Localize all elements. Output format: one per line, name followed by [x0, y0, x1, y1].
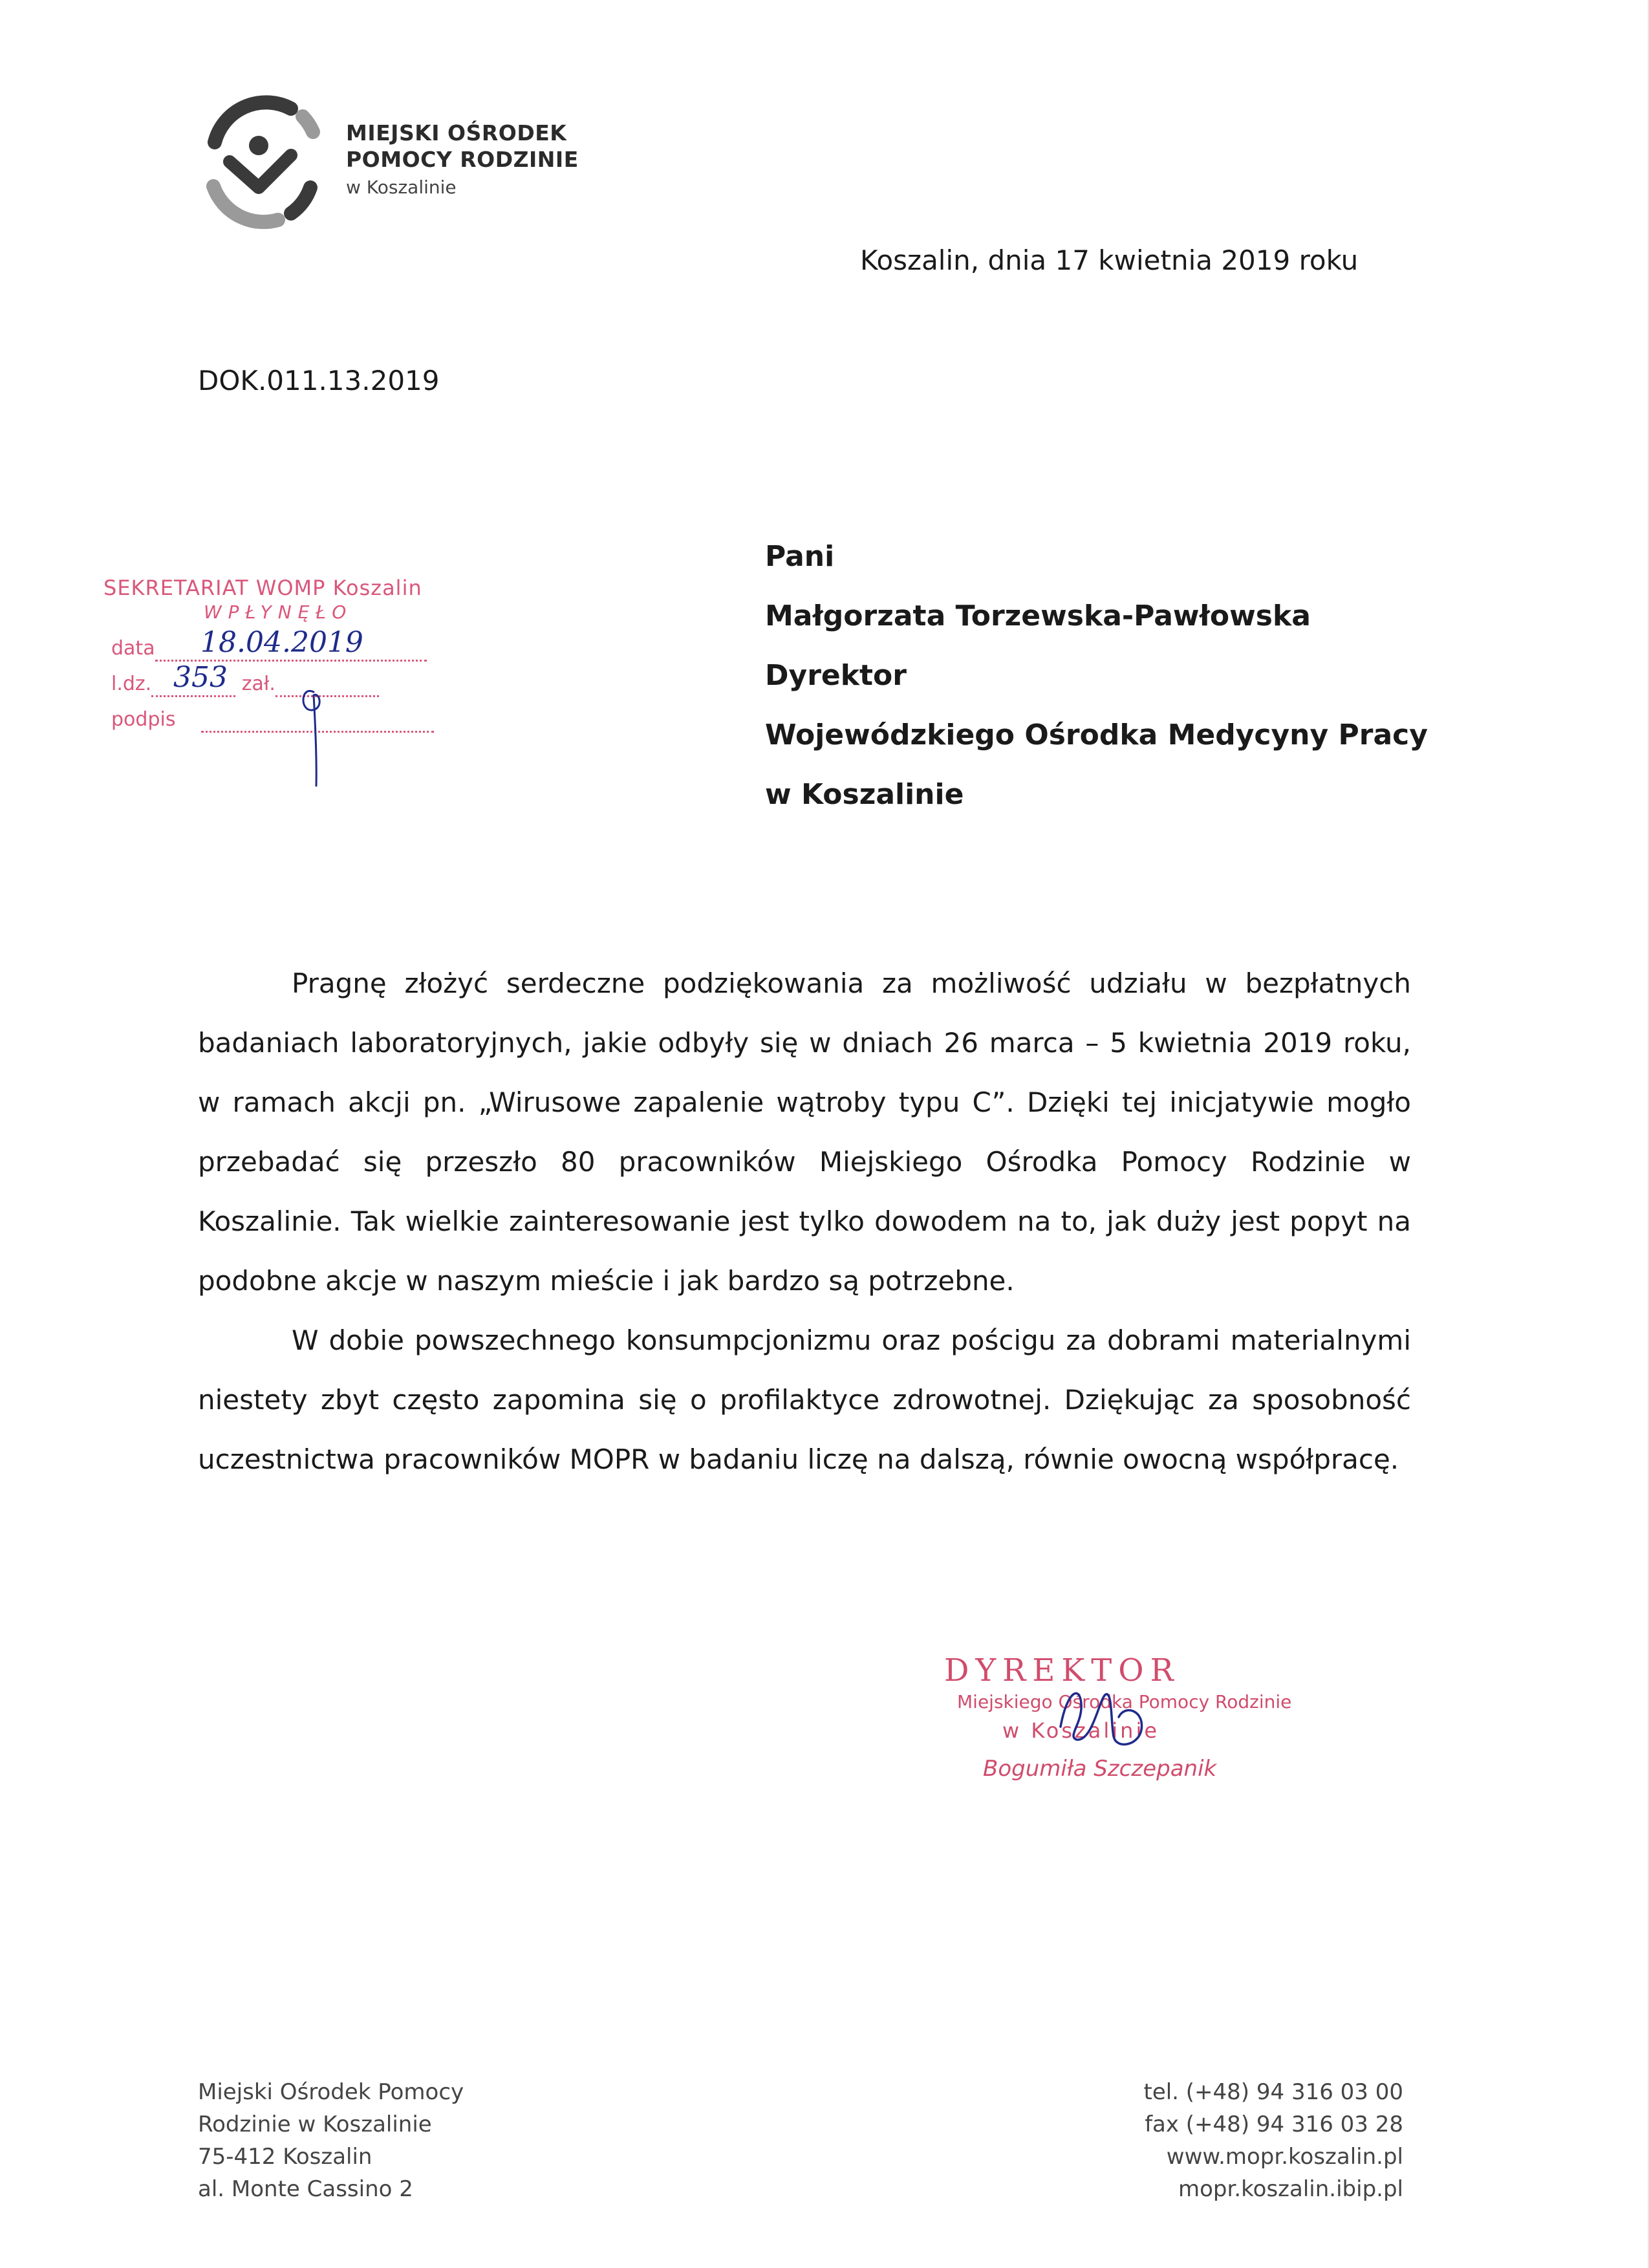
- footer-address: [198, 2076, 464, 2205]
- footer-address-line: al. Monte Cassino 2: [198, 2176, 413, 2202]
- director-handwritten-signature: [1041, 1665, 1170, 1762]
- registry-stamp-title: SEKRETARIAT WOMP Koszalin: [103, 576, 422, 600]
- footer-address-line: Rodzinie w Koszalinie: [198, 2111, 432, 2137]
- registry-podpis-label: podpis: [111, 708, 176, 731]
- footer-address-line: 75-412 Koszalin: [198, 2144, 372, 2170]
- registry-handwritten-signature: [288, 666, 339, 789]
- director-stamp-name: Bogumiła Szczepanik: [983, 1756, 1217, 1782]
- registry-date-value: 18.04.2019: [200, 626, 363, 659]
- registry-stamp-subtitle: WPŁYNĘŁO: [204, 601, 353, 623]
- recipient-salutation: Pani: [765, 540, 835, 573]
- recipient-city: w Koszalinie: [765, 778, 964, 811]
- registry-ldz-label: l.dz.: [111, 673, 152, 695]
- document-reference: DOK.011.13.2019: [198, 365, 440, 396]
- registry-stamp: [103, 569, 466, 789]
- footer-phone: tel. (+48) 94 316 03 00: [1143, 2079, 1403, 2105]
- body-paragraph-2: W dobie powszechnego konsumpcjonizmu oraz pościgu za dobrami materialnymi niestety zbyt często zapomina się o profilaktyce zdrowotnej. Dziękując za sposobność uczestnictwa pracowników MOPR w badaniu liczę na dalszą, równie owocną współpracę.: [198, 1324, 1411, 1475]
- footer-bip-link[interactable]: mopr.koszalin.ibip.pl: [1178, 2176, 1403, 2202]
- org-name-line2: POMOCY RODZINIE: [346, 147, 579, 173]
- director-stamp-institution: Miejskiego Ośrodka Pomocy Rodzinie: [957, 1691, 1292, 1712]
- org-name: [346, 120, 579, 199]
- registry-date-label: data: [111, 637, 155, 660]
- footer-website-link[interactable]: www.mopr.koszalin.pl: [1166, 2144, 1403, 2170]
- org-name-line3: w Koszalinie: [346, 176, 457, 198]
- recipient-block: [765, 540, 1428, 837]
- body-paragraph-1: Pragnę złożyć serdeczne podziękowania za możliwość udziału w bezpłatnych badaniach laboratoryjnych, jakie odbyły się w dniach 26 marca – 5 kwietnia 2019 roku, w ramach akcji pn. „Wirusowe zapalenie wątroby typu C”. Dzięki tej inicjatywie mogło przebadać się przeszło 80 pracowników Miejskiego Ośrodka Pomocy Rodzinie w Koszalinie. Tak wielkie zainteresowanie jest tylko dowodem na to, jak duży jest popyt na podobne akcje w naszym mieście i jak bardzo są potrzebne.: [198, 967, 1411, 1297]
- letter-body: [198, 954, 1411, 1489]
- mopr-logo-icon: [194, 91, 323, 233]
- director-stamp-title: DYREKTOR: [944, 1652, 1180, 1689]
- registry-podpis-row: [111, 708, 434, 733]
- director-stamp: [931, 1652, 1293, 1801]
- org-name-line1: MIEJSKI OŚRODEK: [346, 120, 567, 146]
- registry-zal-label: zał.: [241, 673, 275, 695]
- recipient-title: Dyrektor: [765, 659, 907, 692]
- footer-fax: fax (+48) 94 316 03 28: [1145, 2111, 1403, 2137]
- recipient-institution: Wojewódzkiego Ośrodka Medycyny Pracy: [765, 718, 1428, 751]
- registry-ldz-value: 353: [173, 661, 228, 694]
- footer-contact: [1143, 2076, 1403, 2205]
- letter-date: Koszalin, dnia 17 kwietnia 2019 roku: [860, 244, 1359, 276]
- footer-address-line: Miejski Ośrodek Pomocy: [198, 2079, 464, 2105]
- recipient-name: Małgorzata Torzewska-Pawłowska: [765, 599, 1311, 632]
- director-stamp-city: w Koszalinie: [1002, 1718, 1160, 1743]
